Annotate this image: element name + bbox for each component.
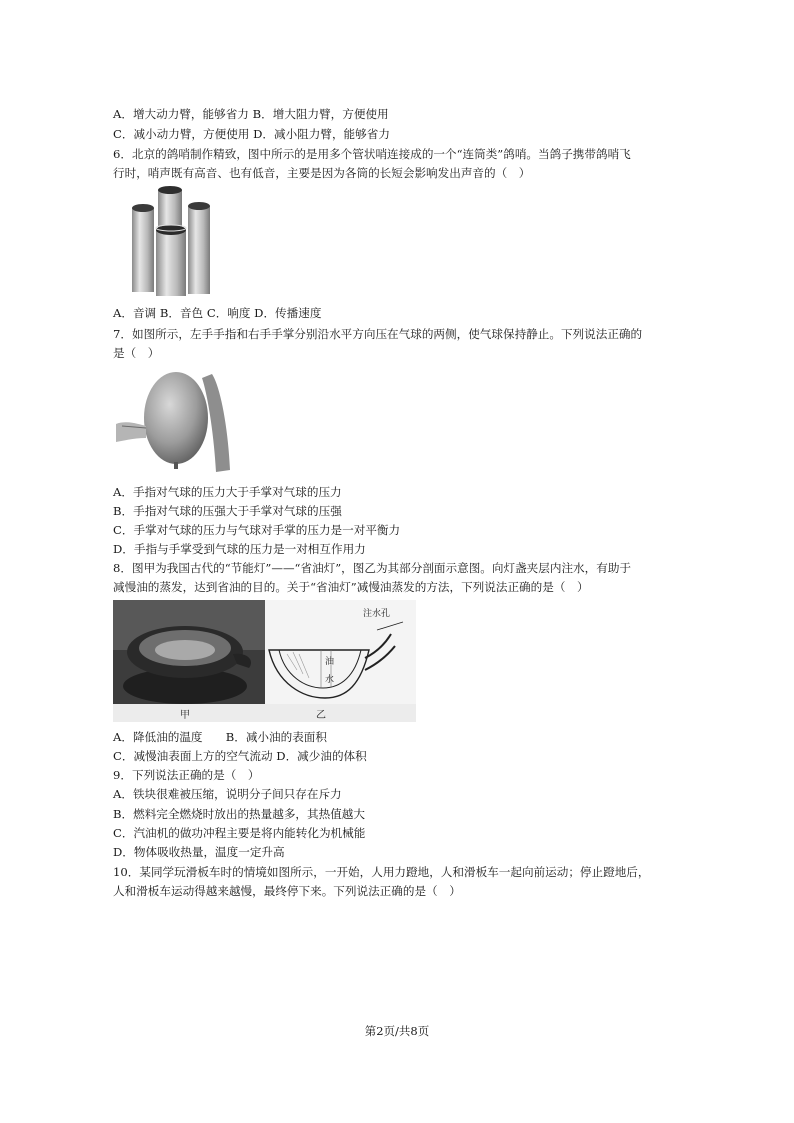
q9-option-c: C．汽油机的做功冲程主要是将内能转化为机械能 [113,826,366,840]
fig-label-yi: 乙 [316,710,326,721]
q6-stem-line-2: 行时，哨声既有高音、也有低音，主要是因为各筒的长短会影响发出声音的（ ） [113,166,531,180]
q6-options: A．音调 B．音色 C．响度 D．传播速度 [113,306,322,320]
fig-label-you: 油 [325,657,335,667]
q7-option-b: B．手指对气球的压强大于手掌对气球的压强 [113,504,342,518]
q7-option-c: C．手掌对气球的压力与气球对手掌的压力是一对平衡力 [113,523,401,537]
q9-option-b: B．燃料完全燃烧时放出的热量越多，其热值越大 [113,807,365,821]
q5-option-ab: A．增大动力臂，能够省力 B．增大阻力臂，方便使用 [113,107,389,121]
q6-stem-line-1: 6．北京的鸽哨制作精致，图中所示的是用多个管状哨连接成的一个“连筒类”鸽哨。当鸽子携带鸽哨飞 [113,147,631,161]
fig-label-shui: 水 [325,675,335,685]
q7-option-a: A．手指对气球的压力大于手掌对气球的压力 [113,485,342,499]
q10-stem-line-2: 人和滑板车运动得越来越慢，最终停下来。下列说法正确的是（ ） [113,884,461,898]
q8-option-cd: C．减慢油表面上方的空气流动 D．减少油的体积 [113,749,367,763]
q7-stem-line-1: 7．如图所示，左手手指和右手手掌分别沿水平方向压在气球的两侧，使气球保持静止。下列说法正确的 [113,327,643,341]
fig-label-zhushuikong: 注水孔 [363,609,391,619]
q7-stem-line-2: 是（ ） [113,346,160,360]
oil-lamp-photo [113,600,265,722]
q9-stem: 9．下列说法正确的是（ ） [113,768,260,782]
q8-option-ab: A．降低油的温度 B．减小油的表面积 [113,730,327,744]
q10-stem-line-1: 10．某同学玩滑板车时的情境如图所示，一开始，人用力蹬地，人和滑板车一起向前运动；停止蹬地后， [113,865,650,879]
q8-stem-line-1: 8．图甲为我国古代的“节能灯”——“省油灯”，图乙为其部分剖面示意图。向灯盏夹层内注水，有助于 [113,561,632,575]
page-number: 第2页/共8页 [364,1024,430,1038]
balloon-press-image [116,366,234,476]
oil-lamp-section-diagram [265,600,416,722]
q7-option-d: D．手指与手掌受到气球的压力是一对相互作用力 [113,542,366,556]
fig-label-jia: 甲 [180,710,190,721]
q9-option-d: D．物体吸收热量，温度一定升高 [113,845,285,859]
q9-option-a: A．铁块很难被压缩，说明分子间只存在斥力 [113,787,342,801]
q8-stem-line-2: 减慢油的蒸发，达到省油的目的。关于“省油灯”减慢油蒸发的方法，下列说法正确的是（ ） [113,580,589,594]
pigeon-whistle-image [130,186,212,298]
q5-option-cd: C．减小动力臂，方便使用 D．减小阻力臂，能够省力 [113,127,390,141]
